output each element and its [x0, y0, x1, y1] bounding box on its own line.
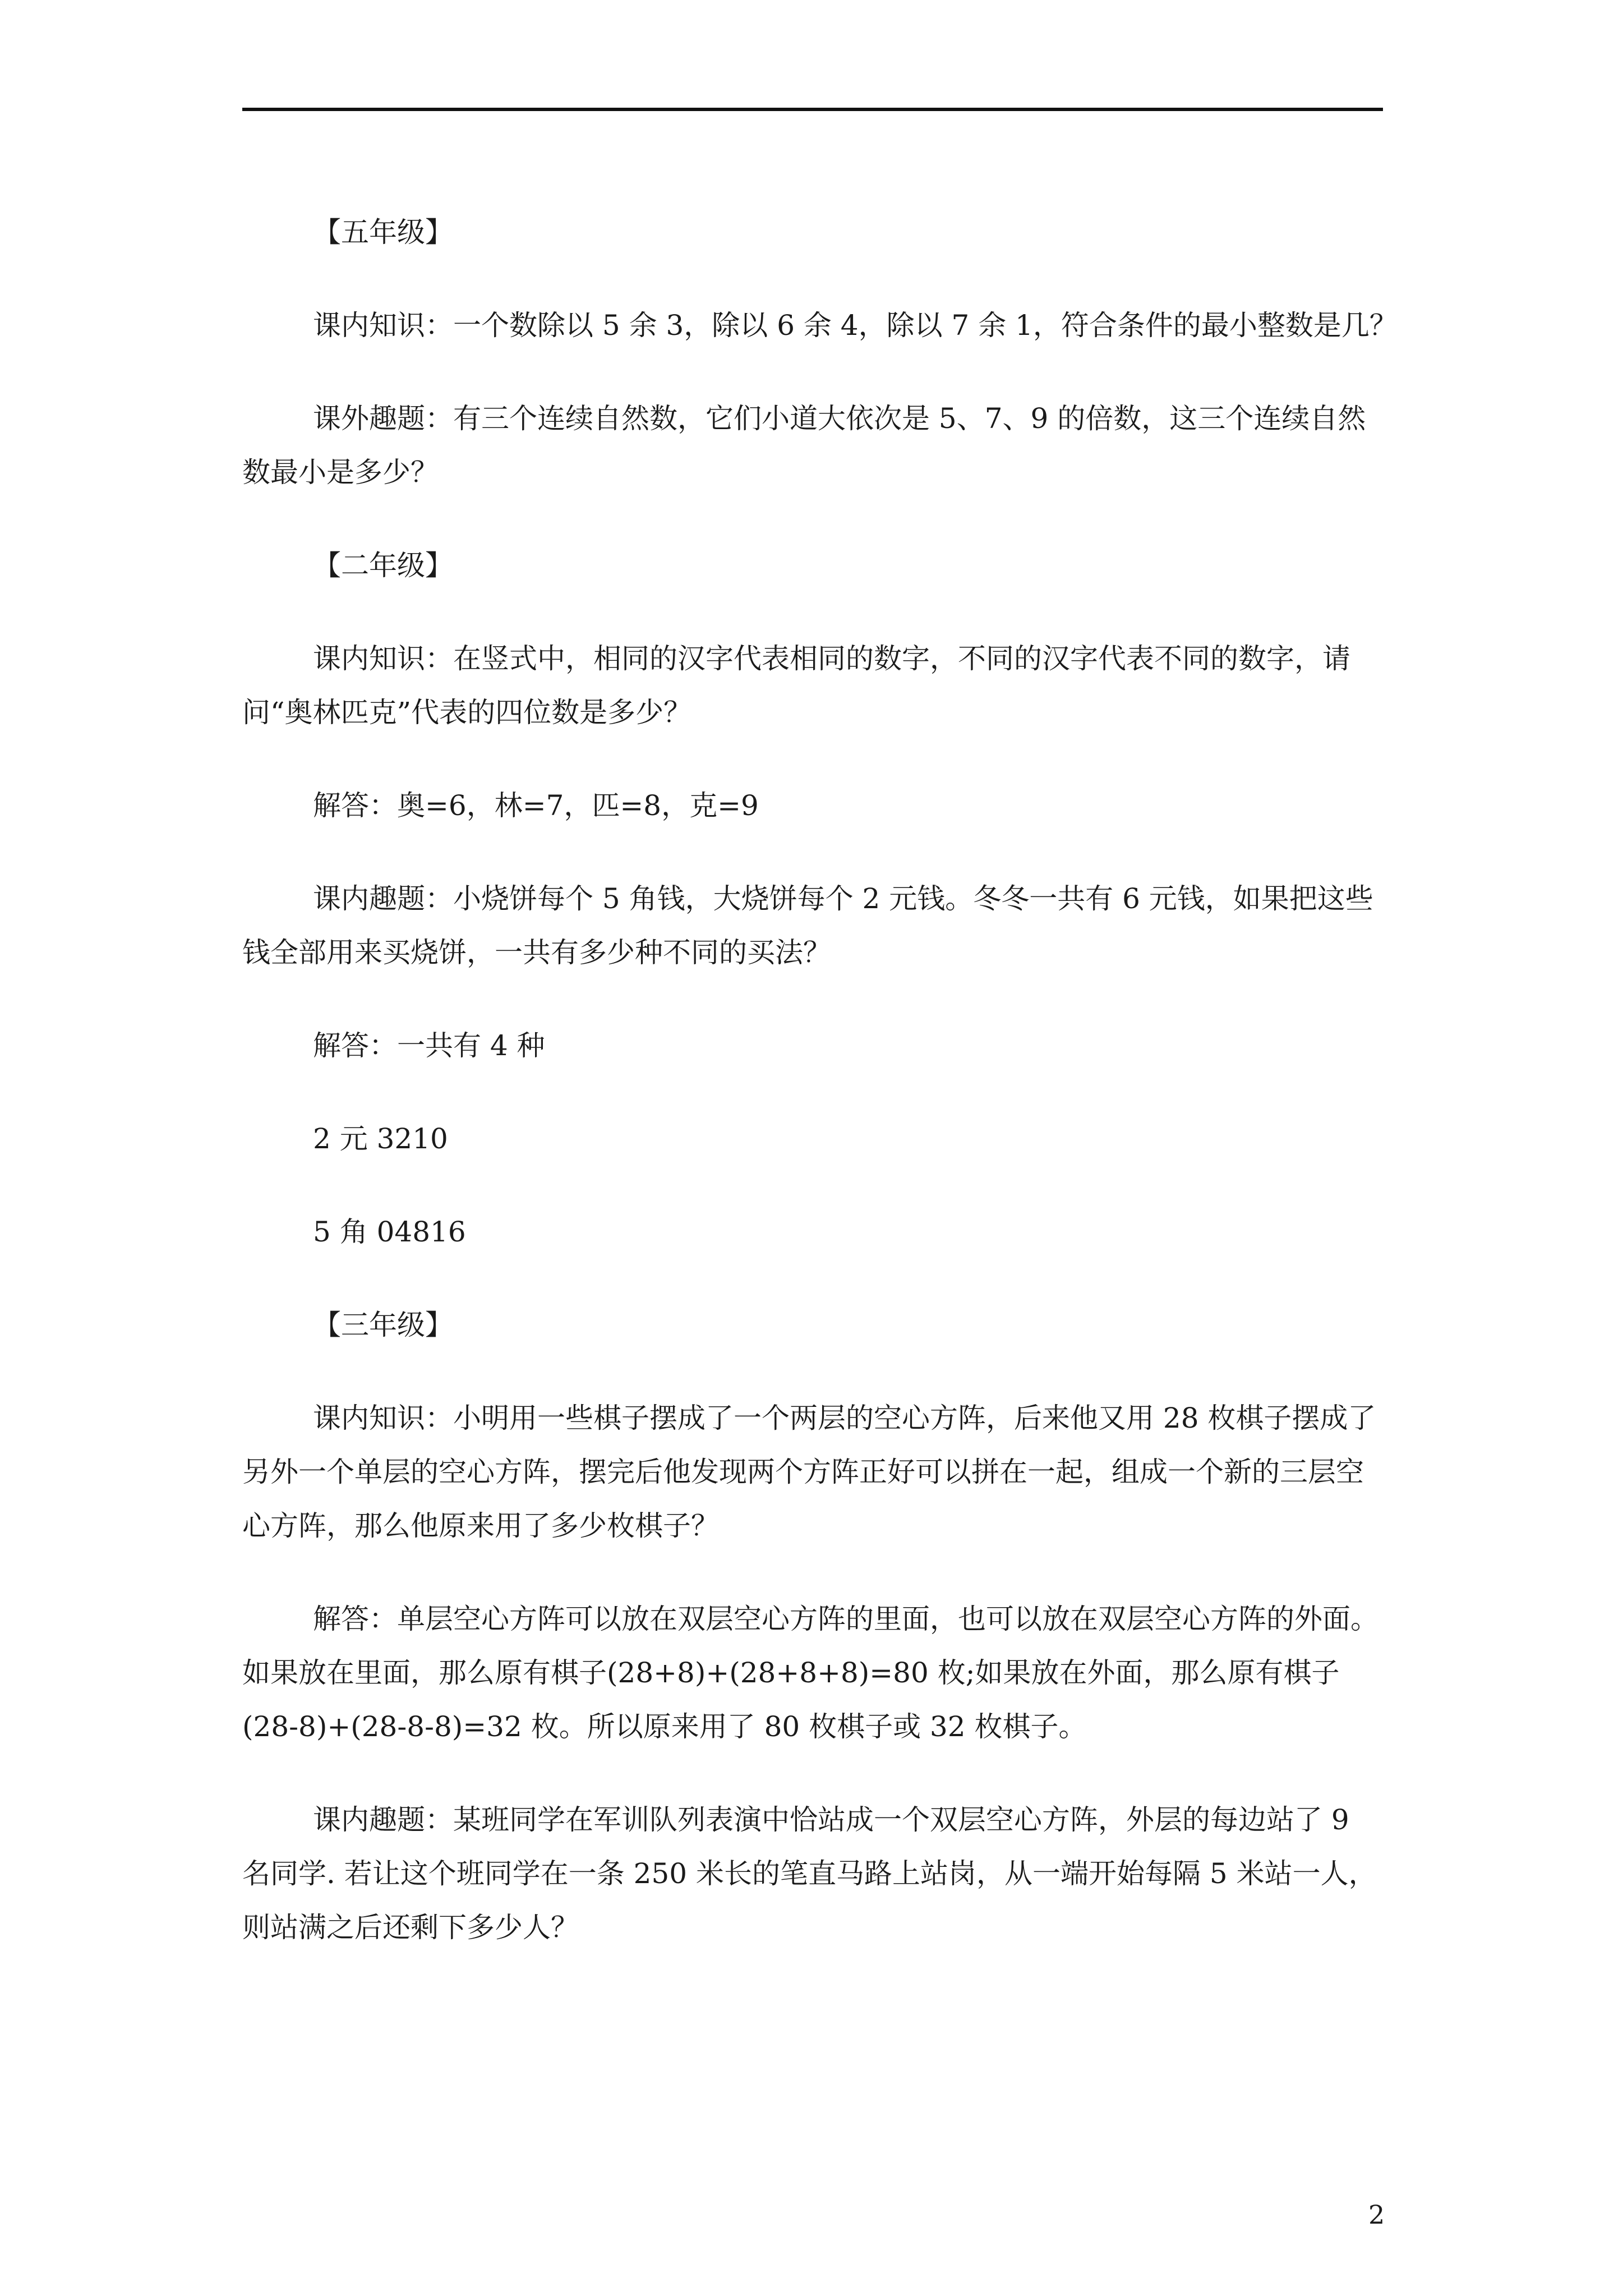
paragraph-line: 心方阵，那么他原来用了多少枚棋子？ [242, 1510, 719, 1542]
paragraph-line: 课内知识：小明用一些棋子摆成了一个两层的空心方阵，后来他又用 28 枚棋子摆成了 [313, 1402, 1376, 1434]
paragraph-line: 则站满之后还剩下多少人？ [242, 1911, 579, 1944]
paragraph-line: 课内趣题：小烧饼每个 5 角钱，大烧饼每个 2 元钱。冬冬一共有 6 元钱，如果把这些 [313, 882, 1373, 915]
paragraph-line: 另外一个单层的空心方阵，摆完后他发现两个方阵正好可以拼在一起，组成一个新的三层空 [242, 1456, 1364, 1488]
answer-line: (28-8)+(28-8-8)=32 枚。所以原来用了 80 枚棋子或 32 枚棋子。 [242, 1710, 1087, 1743]
answer-line: 解答：奥=6，林=7，匹=8，克=9 [313, 789, 759, 822]
paragraph-line: 课内趣题：某班同学在军训队列表演中恰站成一个双层空心方阵，外层的每边站了 9 [313, 1803, 1349, 1836]
header-rule [242, 108, 1383, 111]
paragraph-line: 数最小是多少？ [242, 456, 439, 489]
paragraph-line: 名同学. 若让这个班同学在一条 250 米长的笔直马路上站岗，从一端开始每隔 5 米站一人， [242, 1857, 1377, 1890]
answer-line: 5 角 04816 [313, 1216, 466, 1248]
paragraph-line: 钱全部用来买烧饼，一共有多少种不同的买法？ [242, 936, 831, 969]
answer-line: 如果放在里面，那么原有棋子(28+8)+(28+8+8)=80 枚;如果放在外面，那么原有棋子 [242, 1657, 1340, 1689]
section-heading-grade2: 【二年级】 [313, 549, 453, 582]
paragraph-line: 课外趣题：有三个连续自然数，它们小道大依次是 5、7、9 的倍数，这三个连续自然 [313, 402, 1366, 435]
answer-line: 2 元 3210 [313, 1122, 448, 1155]
paragraph-line: 课内知识：在竖式中，相同的汉字代表相同的数字，不同的汉字代表不同的数字，请 [313, 642, 1350, 675]
answer-line: 解答：单层空心方阵可以放在双层空心方阵的里面，也可以放在双层空心方阵的外面。 [313, 1603, 1378, 1635]
paragraph-line: 课内知识：一个数除以 5 余 3，除以 6 余 4，除以 7 余 1，符合条件的最小整数是几？ [313, 309, 1398, 342]
section-heading-grade3: 【三年级】 [313, 1309, 453, 1341]
section-heading-grade5: 【五年级】 [313, 216, 453, 249]
page-number: 2 [1368, 2200, 1385, 2230]
answer-line: 解答：一共有 4 种 [313, 1029, 545, 1062]
paragraph-line: 问“奥林匹克”代表的四位数是多少？ [242, 696, 692, 729]
